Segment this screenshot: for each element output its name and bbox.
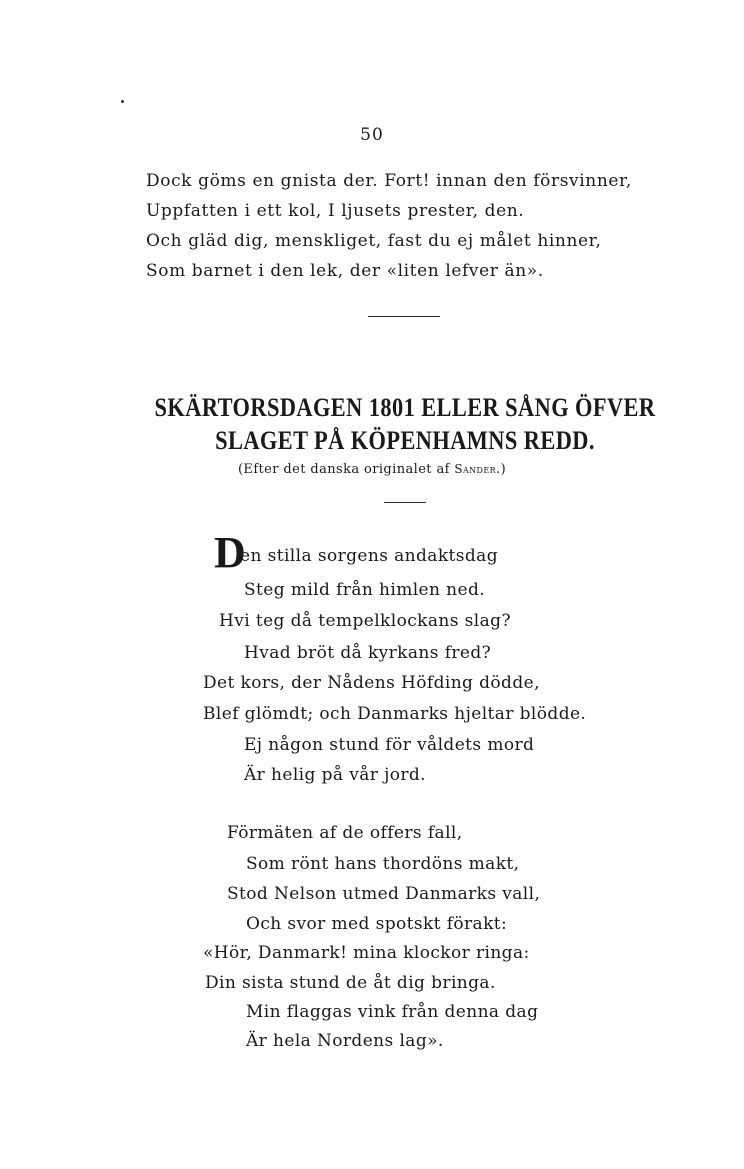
stanza1-line-2: Steg mild från himlen ned. [244, 580, 486, 600]
stanza2-line-6: Din sista stund de åt dig bringa. [205, 973, 496, 993]
poem-title-line-1: SKÄRTORSDAGEN 1801 ELLER SÅNG ÖFVER [154, 393, 656, 422]
stanza1-line-3: Hvi teg då tempelklockans slag? [219, 611, 511, 631]
stanza2-line-3: Stod Nelson utmed Danmarks vall, [227, 884, 541, 904]
stanza1-line-4: Hvad bröt då kyrkans fred? [244, 643, 492, 663]
prev-line-2: Uppfatten i ett kol, I ljusets prester, den. [146, 201, 525, 221]
prev-line-1: Dock göms en gnista der. Fort! innan den försvinner, [146, 171, 632, 191]
stanza1-line-1: en stilla sorgens andaktsdag [240, 546, 498, 566]
prev-line-3: Och gläd dig, menskliget, fast du ej målet hinner, [146, 231, 602, 251]
stanza1-line-8: Är helig på vår jord. [244, 765, 426, 785]
subtitle-suffix: .) [496, 462, 507, 477]
stanza2-line-5: «Hör, Danmark! mina klockor ringa: [203, 943, 530, 963]
subtitle-author: Sander [454, 462, 497, 476]
stanza1-line-5: Det kors, der Nådens Höfding dödde, [203, 673, 540, 693]
stanza2-line-7: Min flaggas vink från denna dag [246, 1002, 539, 1022]
stanza2-line-1: Förmäten af de offers fall, [227, 823, 463, 843]
stanza1-line-7: Ej någon stund för våldets mord [244, 735, 535, 755]
stanza2-line-2: Som rönt hans thordöns makt, [246, 854, 520, 874]
stanza2-line-4: Och svor med spotskt förakt: [246, 914, 508, 934]
stanza1-line-6: Blef glömdt; och Danmarks hjeltar blödde. [203, 704, 587, 724]
subtitle-prefix: (Efter det danska originalet af [237, 462, 455, 477]
page-number: 50 [360, 125, 384, 145]
drop-cap: D [214, 528, 246, 577]
title-divider [384, 502, 426, 503]
prev-line-4: Som barnet i den lek, der «liten lefver än». [146, 261, 544, 281]
poem-title-line-2: SLAGET PÅ KÖPENHAMNS REDD. [215, 426, 595, 455]
stray-mark [121, 100, 124, 103]
section-divider [368, 316, 440, 317]
poem-subtitle [0, 462, 744, 477]
stanza2-line-8: Är hela Nordens lag». [246, 1031, 444, 1051]
previous-poem-ending [146, 166, 632, 286]
